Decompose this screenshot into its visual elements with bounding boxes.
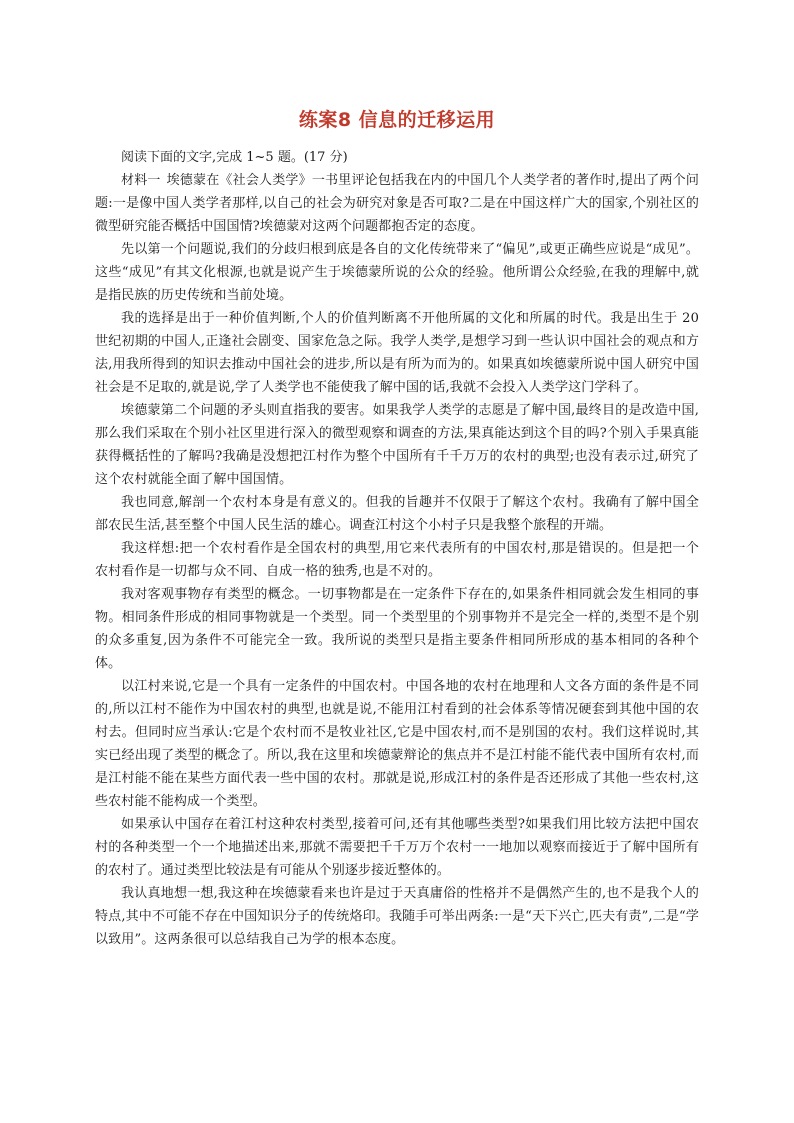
paragraph-4: 埃德蒙第二个问题的矛头则直指我的要害。如果我学人类学的志愿是了解中国,最终目的是改造中国,那么我们采取在个别小社区里进行深入的微型观察和调查的方法,果真能达到这个目的吗?个别入手果真能获得概括性的了解吗?我确是没想把江村作为整个中国所有千千万万的农村的典型;也没有表示过,研究了这个农村就能全面了解中国国情。 [95,403,699,487]
question-instruction: 阅读下面的文字,完成 1~5 题。(17 分) [121,150,348,165]
paragraph-3: 我的选择是出于一种价值判断,个人的价值判断离不开他所属的文化和所属的时代。我是出生于 20 世纪初期的中国人,正逢社会剧变、国家危急之际。我学人类学,是想学习到一些认识中国社会的观点和方法,用我所得到的知识去推动中国社会的进步,所以是有所为而为的。如果真如埃德蒙所说中国人研究中国社会是不足取的,就是说,学了人类学也不能使我了解中国的话,我就不会投入人类学这门学科了。 [95,311,699,395]
paragraph-5: 我也同意,解剖一个农村本身是有意义的。但我的旨趣并不仅限于了解这个农村。我确有了解中国全部农民生活,甚至整个中国人民生活的雄心。调查江村这个小村子只是我整个旅程的开端。 [95,495,699,533]
paragraph-6: 我这样想:把一个农村看作是全国农村的典型,用它来代表所有的中国农村,那是错误的。但是把一个农村看作是一切都与众不同、自成一格的独秀,也是不对的。 [95,541,699,579]
paragraph-1-text: 埃德蒙在《社会人类学》一书里评论包括我在内的中国几个人类学者的著作时,提出了两个问题:一是像中国人类学者那样,以自己的社会为研究对象是否可取?二是在中国这样广大的国家,个别社区的微型研究能否概括中国国情?埃德蒙对这两个问题都抱否定的态度。 [95,173,699,234]
paragraph-10: 我认真地想一想,我这种在埃德蒙看来也许是过于天真庸俗的性格并不是偶然产生的,也不是我个人的特点,其中不可能不存在中国知识分子的传统烙印。我随手可举出两条:一是“天下兴亡,匹夫有责”,二是“学以致用”。这两条很可以总结我自己为学的根本态度。 [95,886,699,947]
document-page [95,0,699,951]
paragraph-8: 以江村来说,它是一个具有一定条件的中国农村。中国各地的农村在地理和人文各方面的条件是不同的,所以江村不能作为中国农村的典型,也就是说,不能用江村看到的社会体系等情况硬套到其他中国的农村去。但同时应当承认:它是个农村而不是牧业社区,它是中国农村,而不是别国的农村。我们这样说时,其实已经出现了类型的概念了。所以,我在这里和埃德蒙辩论的焦点并不是江村能不能代表中国所有农村,而是江村能不能在某些方面代表一些中国的农村。那就是说,形成江村的条件是否还形成了其他一些农村,这些农村能不能构成一个类型。 [95,679,699,809]
paragraph-2: 先以第一个问题说,我们的分歧归根到底是各自的文化传统带来了“偏见”,或更正确些应说是“成见”。这些“成见”有其文化根源,也就是说产生于埃德蒙所说的公众的经验。他所谓公众经验,在我的理解中,就是指民族的历史传统和当前处境。 [95,242,699,303]
paragraph-1 [95,169,699,238]
material-label: 材料一 [121,173,161,188]
page-title: 练案8 信息的迁移运用 [298,109,496,131]
paragraph-9: 如果承认中国存在着江村这种农村类型,接着可问,还有其他哪些类型?如果我们用比较方法把中国农村的各种类型一个一个地描述出来,那就不需要把千千万万个农村一一地加以观察而接近于了解中国所有的农村了。通过类型比较法是有可能从个别逐步接近整体的。 [95,817,699,878]
paragraph-7: 我对客观事物存有类型的概念。一切事物都是在一定条件下存在的,如果条件相同就会发生相同的事物。相同条件形成的相同事物就是一个类型。同一个类型里的个别事物并不是完全一样的,类型不是个别的众多重复,因为条件不可能完全一致。我所说的类型只是指主要条件相同所形成的基本相同的各种个体。 [95,587,699,671]
